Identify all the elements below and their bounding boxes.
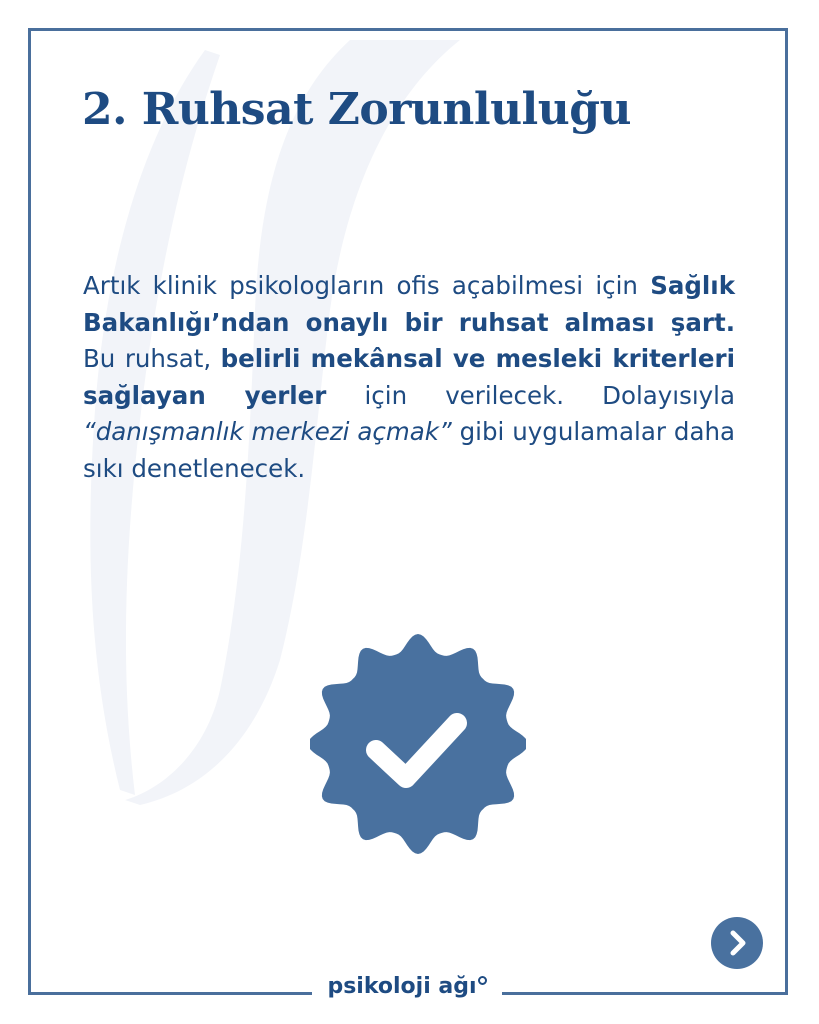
body-bold-requirement: Sağlık Bakanlığı’ndan onaylı bir ruhsat alması şart. xyxy=(83,271,735,337)
brand-logo xyxy=(312,974,502,999)
body-text-4: gibi uygulamalar daha sıkı denetlenecek. xyxy=(83,417,735,483)
chevron-right-icon xyxy=(711,917,763,969)
body-italic-quote: “danışmanlık merkezi açmak” xyxy=(83,417,452,446)
verified-badge-icon xyxy=(310,633,526,855)
body-paragraph xyxy=(83,268,735,487)
badge-shape xyxy=(310,634,526,854)
page-title: 2. Ruhsat Zorunluluğu xyxy=(82,84,632,135)
body-bold-criteria: belirli mekânsal ve mesleki kriterleri sağlayan yerler xyxy=(83,344,736,410)
next-page-button[interactable] xyxy=(711,917,763,969)
brand-name: psikoloji ağı xyxy=(327,974,477,999)
body-text-2: Bu ruhsat, xyxy=(83,344,221,373)
body-text-3: için verilecek. Dolayısıyla xyxy=(326,380,736,410)
registered-mark-icon xyxy=(478,976,487,985)
body-text-1: Artık klinik psikologların ofis açabilmesi için xyxy=(83,271,651,300)
